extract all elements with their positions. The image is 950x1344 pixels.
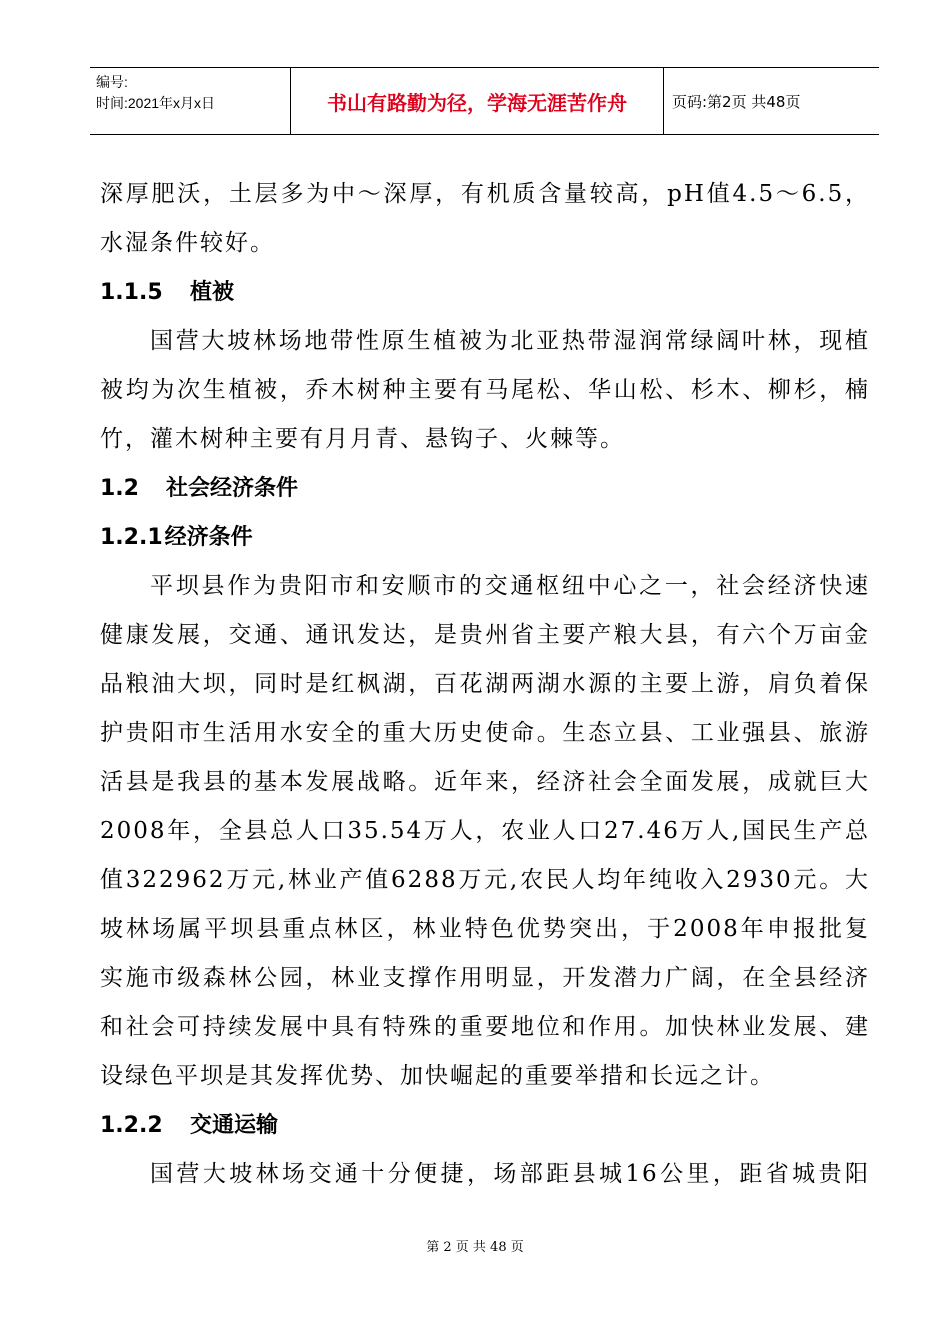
paragraph-line: 坡林场属平坝县重点林区，林业特色优势突出，于2008年申报批复 [100,916,870,942]
section-heading-1-2 [100,464,870,513]
paragraph-line: 值322962万元,林业产值6288万元,农民人均年纯收入2930元。大 [100,867,870,893]
paragraph-line: 健康发展，交通、通讯发达，是贵州省主要产粮大县，有六个万亩金 [100,622,870,648]
page-header [90,67,879,135]
section-heading-1-1-5 [100,268,870,317]
section-number: 1.2.2 [100,1113,163,1138]
section-title: 植被 [190,280,235,305]
paragraph-line: 平坝县作为贵阳市和安顺市的交通枢纽中心之一，社会经济快速 [150,573,870,599]
paragraph-line: 品粮油大坝，同时是红枫湖，百花湖两湖水源的主要上游，肩负着保 [100,671,870,697]
section-title: 社会经济条件 [166,476,299,501]
paragraph-line: 和社会可持续发展中具有特殊的重要地位和作用。加快林业发展、建 [100,1014,870,1040]
section-number: 1.1.5 [100,280,163,305]
paragraph-line: 深厚肥沃，土层多为中～深厚，有机质含量较高，pH值4.5～6.5， [100,181,870,207]
page-footer: 第 2 页 共 48 页 [426,1240,524,1255]
paragraph-line: 竹，灌木树种主要有月月青、悬钩子、火棘等。 [100,426,625,452]
section-title: 经济条件 [164,525,253,550]
paragraph-line: 国营大坡林场地带性原生植被为北亚热带湿润常绿阔叶林，现植 [150,328,870,354]
section-number: 1.2.1 [100,525,163,550]
paragraph-line: 设绿色平坝是其发挥优势、加快崛起的重要举措和长远之计。 [100,1063,775,1089]
paragraph-line: 国营大坡林场交通十分便捷，场部距县城16公里，距省城贵阳 [150,1161,870,1187]
section-number: 1.2 [100,476,139,501]
doc-code-label: 编号: [96,74,128,90]
doc-time-label: 时间:2021年x月x日 [96,95,216,111]
paragraph-line: 水湿条件较好。 [100,230,275,256]
document-body [100,170,870,1199]
paragraph-line: 护贵阳市生活用水安全的重大历史使命。生态立县、工业强县、旅游 [100,720,870,746]
section-title: 交通运输 [190,1113,279,1138]
header-motto: 书山有路勤为径，学海无涯苦作舟 [327,90,627,115]
paragraph-line: 2008年，全县总人口35.54万人，农业人口27.46万人,国民生产总 [100,818,870,844]
paragraph-line: 被均为次生植被，乔木树种主要有马尾松、华山松、杉木、柳杉，楠 [100,377,870,403]
section-heading-1-2-1 [100,513,870,562]
section-heading-1-2-2 [100,1101,870,1150]
paragraph-line: 活县是我县的基本发展战略。近年来，经济社会全面发展，成就巨大 [100,769,870,795]
header-page-number: 页码:第2页 共48页 [672,92,801,111]
header-meta-cell [90,68,290,134]
header-divider [663,68,664,134]
paragraph-line: 实施市级森林公园，林业支撑作用明显，开发潜力广阔，在全县经济 [100,965,870,991]
